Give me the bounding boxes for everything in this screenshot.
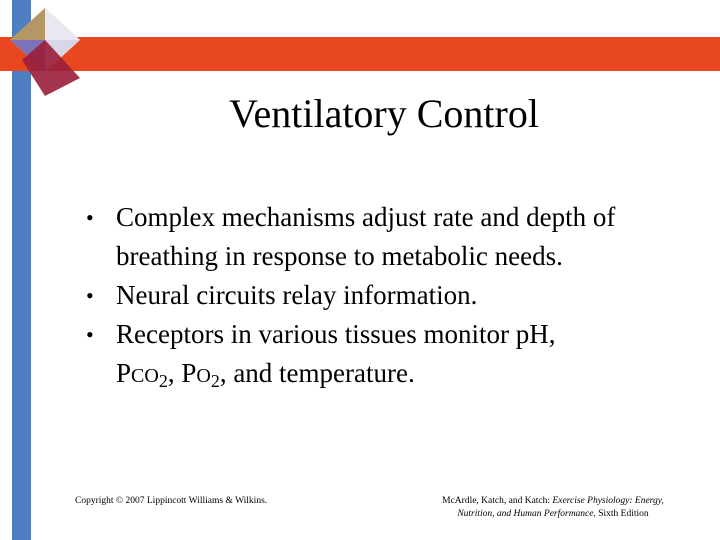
top-accent-bar — [0, 37, 720, 71]
bullet-text: Neural circuits relay information. — [116, 280, 478, 310]
bullet-list — [78, 198, 703, 396]
citation-title-line2: Nutrition, and Human Performance, — [457, 509, 596, 519]
bullet-text: Receptors in various tissues monitor pH, — [116, 319, 556, 349]
bullet-dot-icon: • — [86, 205, 94, 230]
slide-title: Ventilatory Control — [229, 91, 539, 136]
citation-authors: McArdle, Katch, and Katch: — [442, 496, 553, 506]
citation — [398, 495, 708, 521]
bullet-dot-icon: • — [86, 283, 94, 308]
bullet-text: Complex mechanisms adjust rate and depth of breathing in response to metabolic needs. — [116, 202, 616, 271]
separator-text: , P — [167, 358, 197, 388]
bullet-item — [78, 198, 703, 276]
citation-title-line1: Exercise Physiology: Energy, — [552, 496, 664, 506]
po2-symbol: $O_2$ — [196, 365, 220, 391]
bullet-tail-text: , and temperature. — [219, 358, 415, 388]
citation-edition: Sixth Edition — [595, 509, 649, 519]
diamond-logo-icon — [0, 0, 90, 96]
bullet-item — [78, 276, 703, 315]
copyright-notice: Copyright © 2007 Lippincott Williams & Wilkins. — [75, 496, 268, 506]
bullet-dot-icon: • — [86, 322, 94, 347]
bullet-item — [78, 315, 703, 396]
pco2-symbol: $PCO_2$ — [116, 358, 168, 391]
